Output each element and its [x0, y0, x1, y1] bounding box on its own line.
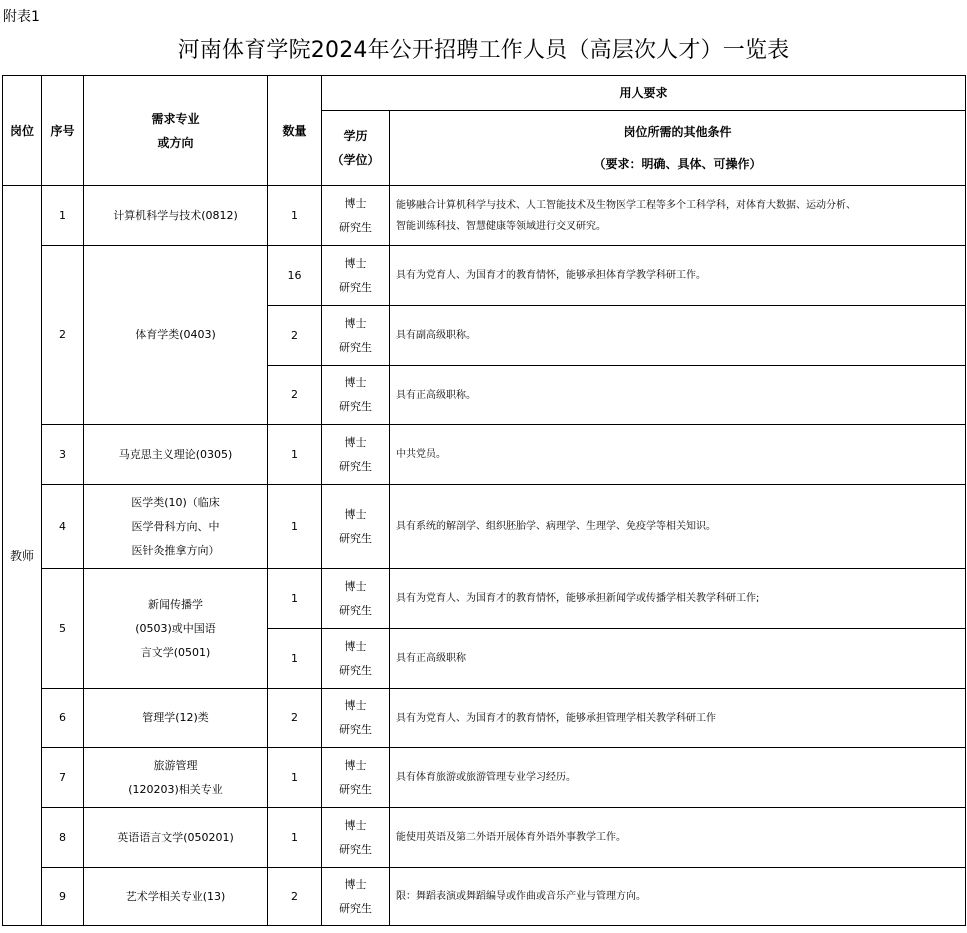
header-requirements: 用人要求: [322, 76, 966, 111]
seq-cell: 1: [42, 186, 84, 246]
major-cell: [84, 689, 268, 748]
major-cell: [84, 425, 268, 485]
condition-cell: 具有副高级职称。: [390, 306, 966, 366]
degree-line2: 研究生: [339, 842, 372, 856]
count-cell: 2: [268, 689, 322, 748]
table-row: [3, 748, 966, 808]
header-major-line1: 需求专业: [151, 111, 200, 126]
count-cell: 1: [268, 569, 322, 629]
degree-line1: 博士: [344, 256, 367, 270]
major-line: 马克思主义理论(0305): [118, 447, 233, 461]
seq-cell: 5: [42, 569, 84, 689]
count-cell: 1: [268, 808, 322, 868]
degree-line1: 博士: [344, 818, 367, 832]
table-row: [3, 485, 966, 569]
major-cell: [84, 186, 268, 246]
degree-line2: 研究生: [339, 280, 372, 294]
header-major-line2: 或方向: [157, 135, 194, 150]
major-line: (0503)或中国语: [135, 621, 216, 635]
count-cell: 2: [268, 868, 322, 926]
degree-cell: [322, 186, 390, 246]
count-cell: 1: [268, 485, 322, 569]
condition-cell: 具有为党育人、为国育才的教育情怀，能够承担体育学教学科研工作。: [390, 246, 966, 306]
major-line: 管理学(12)类: [142, 711, 209, 724]
seq-cell: 4: [42, 485, 84, 569]
degree-line1: 博士: [344, 196, 367, 210]
degree-line2: 研究生: [339, 782, 372, 796]
degree-line2: 研究生: [339, 901, 372, 915]
degree-line1: 博士: [344, 699, 367, 712]
table-row: [3, 689, 966, 748]
major-line: 医学骨科方向、中: [131, 519, 220, 533]
header-degree-line2: （学位）: [331, 153, 380, 167]
table-row: [3, 569, 966, 629]
major-cell: [84, 868, 268, 926]
major-line: 新闻传播学: [148, 597, 203, 611]
degree-cell: [322, 485, 390, 569]
degree-line1: 博士: [344, 758, 367, 772]
degree-cell: [322, 629, 390, 689]
major-line: (120203)相关专业: [128, 782, 223, 796]
degree-cell: [322, 808, 390, 868]
major-line: 计算机科学与技术(0812): [113, 208, 238, 222]
degree-line1: 博士: [344, 435, 367, 449]
table-row: [3, 808, 966, 868]
header-degree-line1: 学历: [343, 129, 368, 143]
major-cell: [84, 485, 268, 569]
degree-line2: 研究生: [339, 603, 372, 617]
header-other-line1: 岗位所需的其他条件: [623, 125, 732, 139]
major-line: 医学类(10)（临床: [131, 495, 220, 509]
seq-cell: 7: [42, 748, 84, 808]
degree-line2: 研究生: [339, 400, 372, 413]
count-cell: 1: [268, 748, 322, 808]
major-line: 英语语言文学(050201): [117, 830, 234, 844]
major-line: 言文学(0501): [140, 645, 211, 659]
major-cell: [84, 748, 268, 808]
degree-line1: 博士: [344, 376, 367, 389]
degree-line1: 博士: [344, 877, 367, 891]
condition-line: 智能训练科技、智慧健康等领域进行交叉研究。: [396, 220, 606, 232]
header-other-line2: （要求：明确、具体、可操作）: [593, 157, 762, 171]
degree-line1: 博士: [344, 316, 367, 330]
count-cell: 1: [268, 425, 322, 485]
table-row: [3, 868, 966, 926]
seq-cell: 3: [42, 425, 84, 485]
header-degree: [322, 111, 390, 186]
condition-cell: 具有正高级职称。: [390, 366, 966, 425]
degree-line2: 研究生: [339, 459, 372, 473]
header-seq: 序号: [42, 76, 84, 186]
degree-cell: [322, 425, 390, 485]
header-major: [84, 76, 268, 186]
major-line: 医针灸推拿方向）: [131, 543, 220, 557]
header-other-conditions: [390, 111, 966, 186]
table-row: [3, 246, 966, 306]
major-line: 旅游管理: [153, 758, 198, 772]
degree-line2: 研究生: [339, 531, 372, 545]
recruitment-table: [2, 75, 966, 926]
condition-cell: 具有系统的解剖学、组织胚胎学、病理学、生理学、免疫学等相关知识。: [390, 485, 966, 569]
attachment-label: 附表1: [3, 9, 40, 25]
condition-cell: 具有正高级职称: [390, 629, 966, 689]
degree-line2: 研究生: [339, 663, 372, 677]
seq-cell: 8: [42, 808, 84, 868]
degree-cell: [322, 569, 390, 629]
degree-cell: [322, 246, 390, 306]
degree-cell: [322, 868, 390, 926]
count-cell: 1: [268, 186, 322, 246]
header-post: 岗位: [3, 76, 42, 186]
table-row: [3, 425, 966, 485]
major-line: 艺术学相关专业(13): [125, 889, 226, 903]
degree-cell: [322, 689, 390, 748]
condition-cell: 具有为党育人、为国育才的教育情怀，能够承担管理学相关教学科研工作: [390, 689, 966, 748]
condition-cell: [390, 186, 966, 246]
condition-line: 能够融合计算机科学与技术、人工智能技术及生物医学工程等多个工科学科，对体育大数据、运动分析、: [396, 199, 856, 211]
degree-line1: 博士: [344, 579, 367, 593]
degree-line1: 博士: [344, 507, 367, 521]
condition-cell: 中共党员。: [390, 425, 966, 485]
document-title: 河南体育学院2024年公开招聘工作人员（高层次人才）一览表: [177, 38, 790, 63]
degree-line2: 研究生: [339, 723, 372, 736]
count-cell: 16: [268, 246, 322, 306]
count-cell: 2: [268, 366, 322, 425]
major-cell: [84, 246, 268, 425]
major-cell: [84, 808, 268, 868]
degree-cell: [322, 748, 390, 808]
seq-cell: 6: [42, 689, 84, 748]
condition-cell: 能使用英语及第二外语开展体育外语外事教学工作。: [390, 808, 966, 868]
degree-cell: [322, 366, 390, 425]
major-line: 体育学类(0403): [135, 328, 216, 341]
seq-cell: 2: [42, 246, 84, 425]
degree-cell: [322, 306, 390, 366]
major-cell: [84, 569, 268, 689]
post-cell: 教师: [3, 186, 42, 926]
count-cell: 1: [268, 629, 322, 689]
condition-cell: 具有体育旅游或旅游管理专业学习经历。: [390, 748, 966, 808]
seq-cell: 9: [42, 868, 84, 926]
header-count: 数量: [268, 76, 322, 186]
degree-line1: 博士: [344, 639, 367, 653]
degree-line2: 研究生: [339, 340, 372, 354]
degree-line2: 研究生: [339, 220, 372, 234]
condition-cell: 限：舞蹈表演或舞蹈编导或作曲或音乐产业与管理方向。: [390, 868, 966, 926]
count-cell: 2: [268, 306, 322, 366]
condition-cell: 具有为党育人、为国育才的教育情怀，能够承担新闻学或传播学相关教学科研工作;: [390, 569, 966, 629]
table-row: [3, 186, 966, 246]
